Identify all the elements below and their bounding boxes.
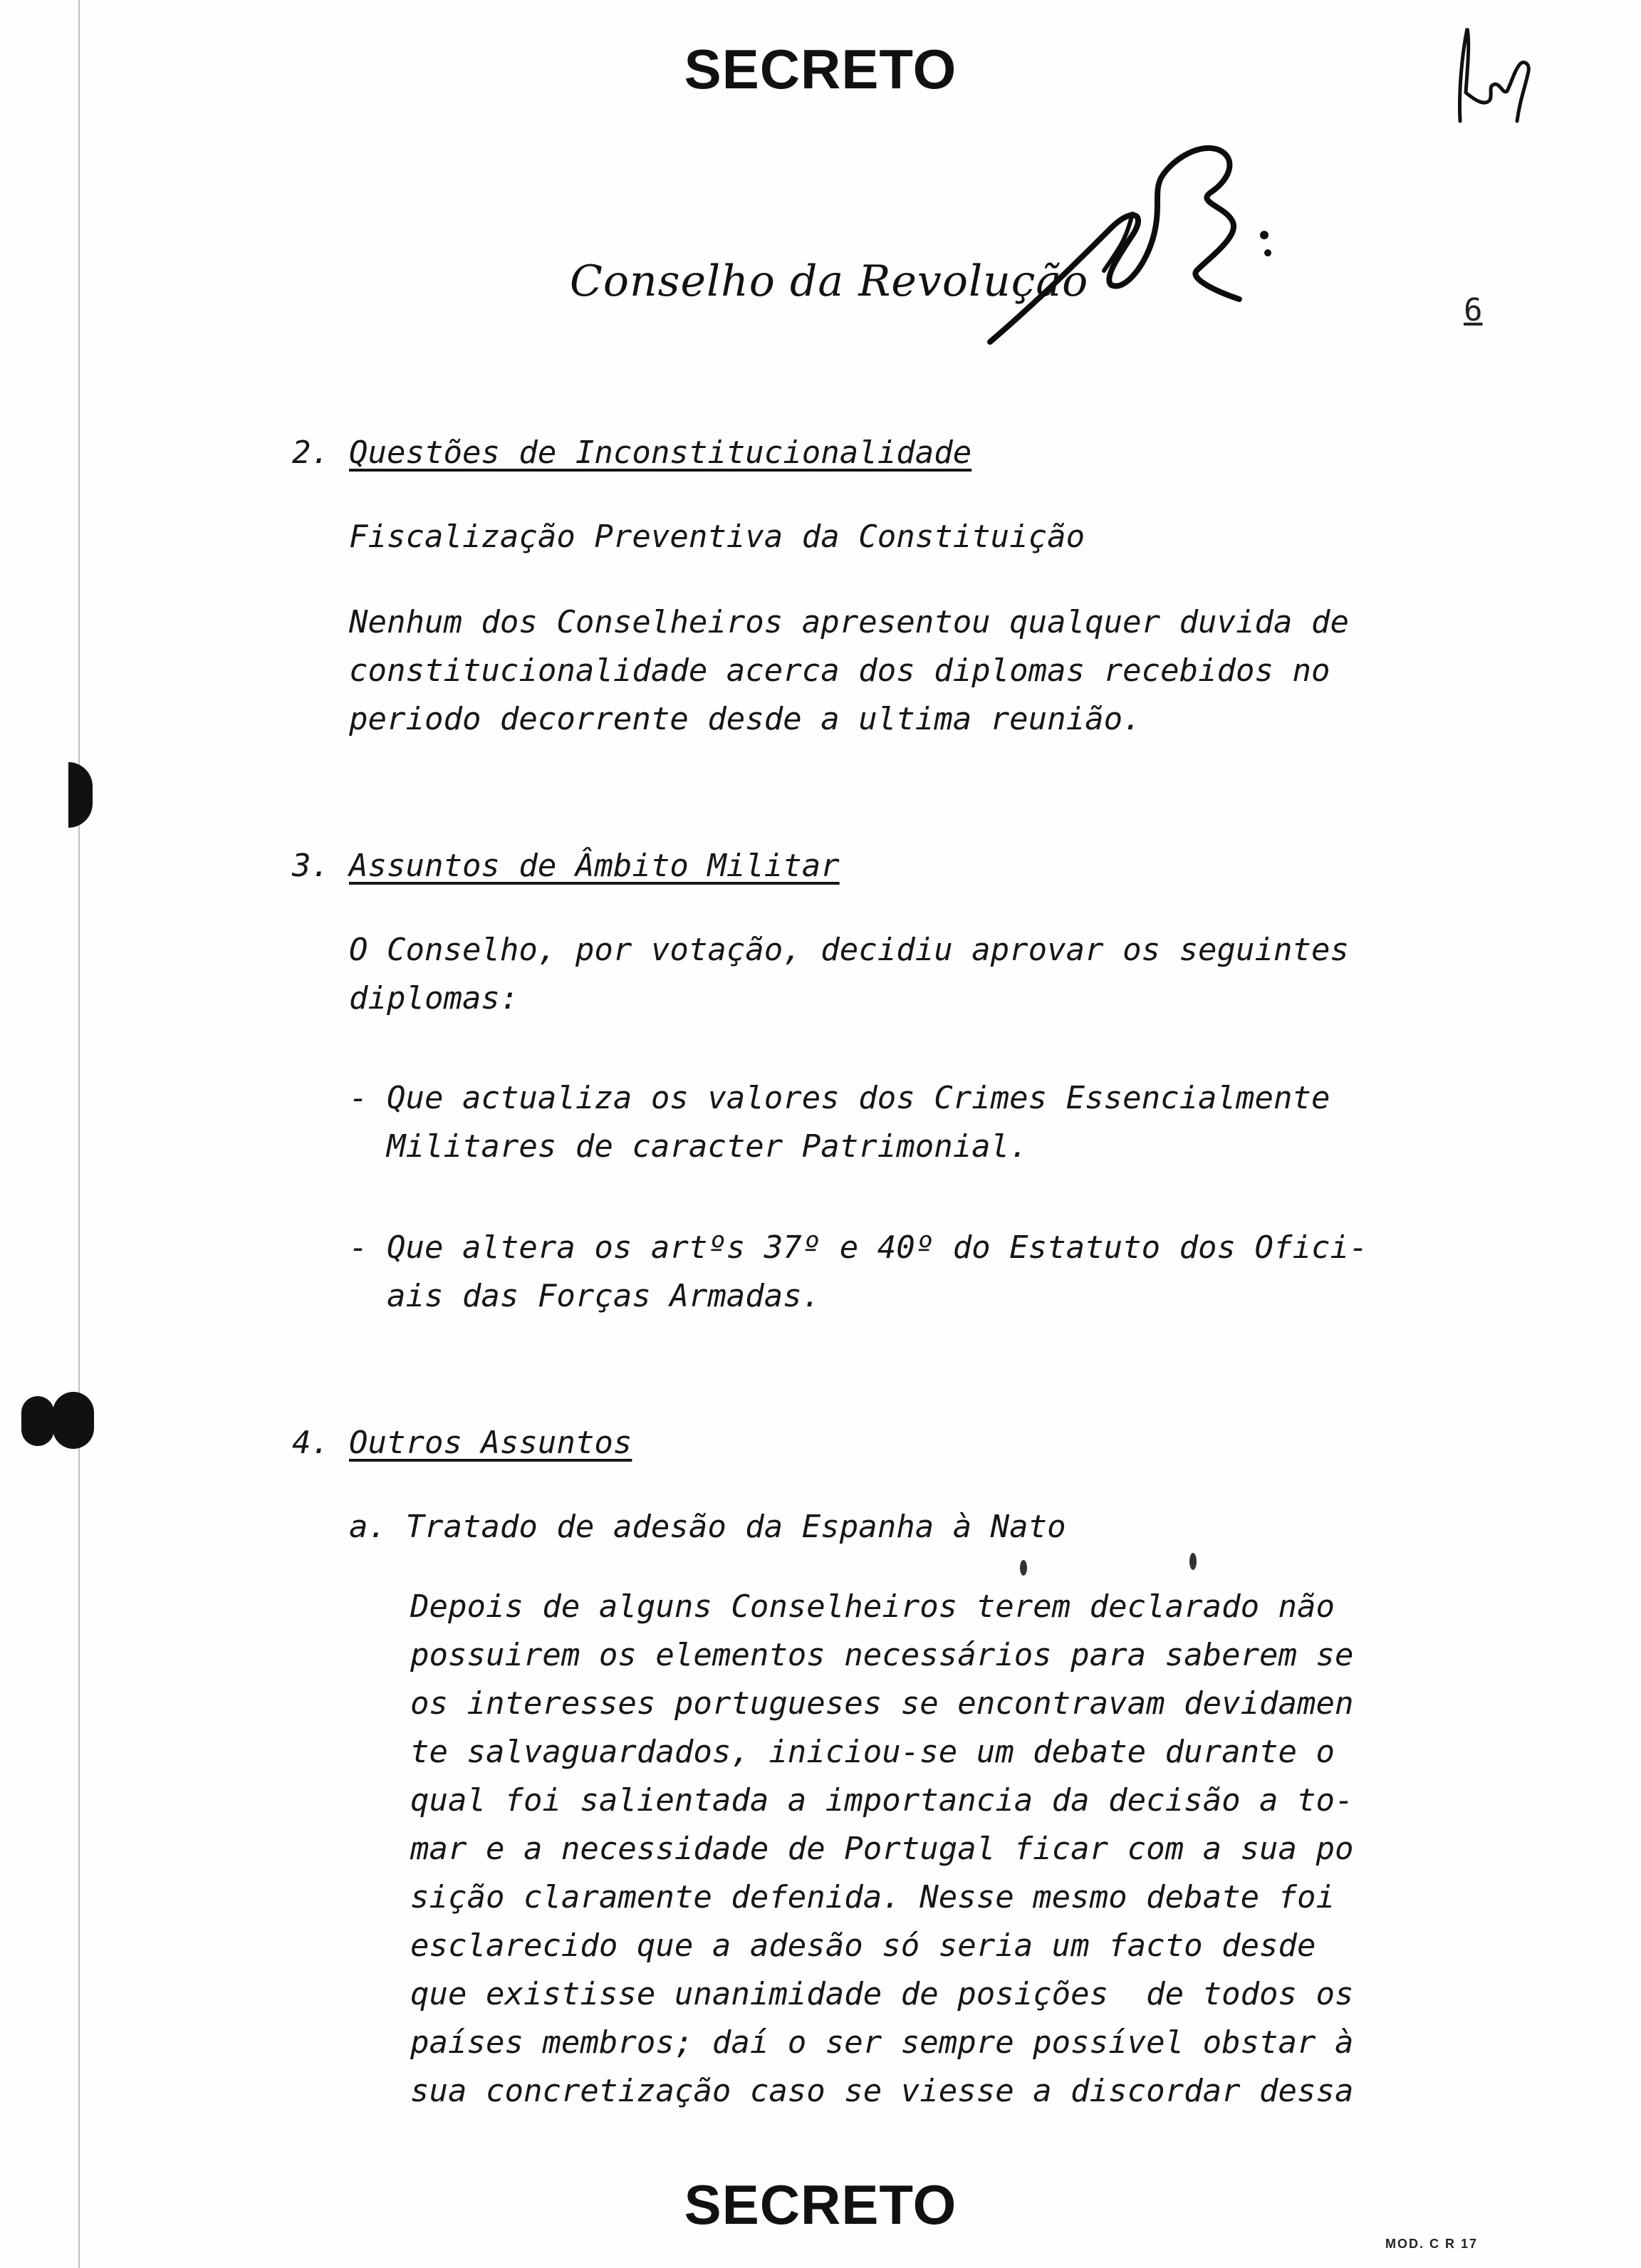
paragraph-line: qual foi salientada a importancia da decisão a to- — [410, 1782, 1354, 1819]
section-title: Outros Assuntos — [349, 1425, 632, 1461]
section-title: Questões de Inconstitucionalidade — [349, 435, 972, 471]
paragraph-line: que existisse unanimidade de posições de todos os — [410, 1976, 1354, 2012]
list-item-line: Militares de caracter Patrimonial. — [349, 1128, 1028, 1165]
paragraph-line: Depois de alguns Conselheiros terem declarado não — [410, 1588, 1335, 1625]
form-code: MOD. C R 17 — [1385, 2237, 1479, 2251]
paragraph-line: mar e a necessidade de Portugal ficar com a sua po — [410, 1831, 1354, 1867]
paragraph-line: te salvaguardados, iniciou-se um debate durante o — [410, 1734, 1335, 1770]
page-number: 6 — [1464, 292, 1483, 328]
handwritten-initials-mark — [1446, 14, 1546, 135]
punch-hole — [68, 762, 93, 828]
section-number: 4. — [292, 1425, 330, 1461]
paragraph-line: O Conselho, por votação, decidiu aprovar os seguintes — [349, 932, 1349, 968]
list-item-line: - Que altera os artºs 37º e 40º do Estatuto dos Ofici- — [349, 1229, 1368, 1266]
paragraph-line: Nenhum dos Conselheiros apresentou qualquer duvida de — [349, 604, 1349, 640]
classification-footer: SECRETO — [684, 2173, 957, 2236]
letterhead-title: Conselho da Revolução — [570, 256, 1089, 306]
paragraph-line: periodo decorrente desde a ultima reunião. — [349, 701, 1142, 737]
ink-speck — [1020, 1560, 1027, 1576]
paragraph-line: possuirem os elementos necessários para saberem se — [410, 1637, 1354, 1673]
section-number: 3. — [292, 848, 330, 884]
binding-margin-line — [78, 0, 80, 2268]
ink-speck — [1189, 1553, 1197, 1570]
handwritten-signature — [983, 128, 1282, 356]
paragraph-line: esclarecido que a adesão só seria um facto desde — [410, 1928, 1316, 1964]
paragraph-line: os interesses portugueses se encontravam devidamen — [410, 1685, 1354, 1722]
paragraph-line: países membros; daí o ser sempre possível obstar à — [410, 2024, 1354, 2061]
punch-hole — [53, 1392, 94, 1449]
section-subtitle: Fiscalização Preventiva da Constituição — [349, 519, 1085, 555]
paragraph-line: constitucionalidade acerca dos diplomas recebidos no — [349, 652, 1330, 689]
paragraph-line: sição claramente defenida. Nesse mesmo debate foi — [410, 1879, 1335, 1915]
subsection-heading: a. Tratado de adesão da Espanha à Nato — [349, 1509, 1066, 1545]
punch-hole — [21, 1396, 54, 1446]
section-title: Assuntos de Âmbito Militar — [349, 848, 840, 884]
list-item-line: - Que actualiza os valores dos Crimes Essencialmente — [349, 1080, 1330, 1116]
section-number: 2. — [292, 435, 330, 471]
paragraph-line: diplomas: — [349, 980, 519, 1016]
list-item-line: ais das Forças Armadas. — [349, 1278, 821, 1314]
paragraph-line: sua concretização caso se viesse a discordar dessa — [410, 2073, 1354, 2109]
classification-header: SECRETO — [684, 38, 957, 100]
